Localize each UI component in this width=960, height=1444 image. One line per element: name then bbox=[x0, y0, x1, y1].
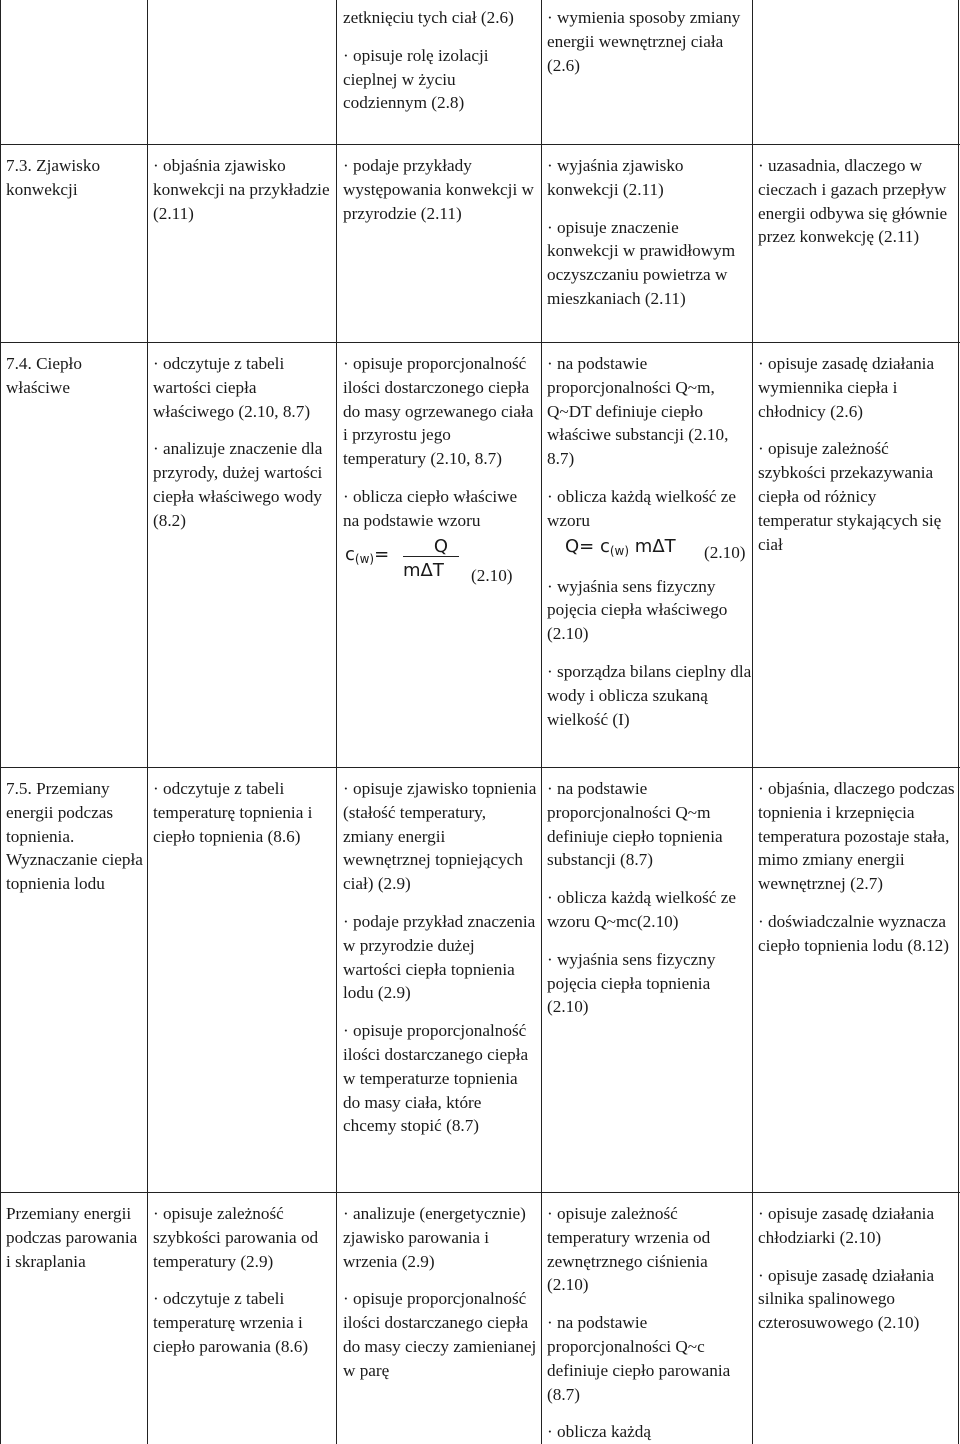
requirement-item: · opisuje proporcjonalność ilości dostarczonego ciepła do masy ogrzewanego ciała i przyrostu jego temperatury (2.10, 8.7) bbox=[343, 354, 534, 469]
requirement-item: · opisuje zasadę działania wymiennika ciepła i chłodnicy (2.6) bbox=[758, 354, 935, 421]
row-7-3-col3 bbox=[343, 154, 537, 225]
requirement-item: · oblicza ciepło właściwe na podstawie wzoru bbox=[343, 486, 518, 530]
row-7-5-col3 bbox=[343, 777, 537, 1138]
column-divider bbox=[147, 0, 148, 1444]
row-evap-col2 bbox=[153, 1202, 335, 1359]
requirement-item: · opisuje proporcjonalność ilości dostarczanego ciepła w temperaturze topnienia do masy ciała, które chcemy stopić (8.7) bbox=[343, 1021, 529, 1136]
requirement-item: · analizuje znaczenie dla przyrody, dużej wartości ciepła właściwego wody (8.2) bbox=[153, 439, 323, 530]
requirement-item: · wyjaśnia zjawisko konwekcji (2.11) bbox=[547, 156, 684, 199]
lesson-title-7-3: 7.3. Zjawisko konwekcji bbox=[6, 156, 101, 199]
requirement-item: · opisuje zależność temperatury wrzenia od zewnętrznego ciśnienia (2.10) bbox=[547, 1204, 711, 1295]
formula-reference: (2.10) bbox=[471, 565, 513, 585]
requirement-item: · na podstawie proporcjonalności Q~m, Q~DT definiuje ciepło właściwe substancji (2.10, 8.7) bbox=[547, 354, 729, 469]
table-border-left bbox=[0, 0, 1, 1444]
requirement-item: · objaśnia zjawisko konwekcji na przykładzie (2.11) bbox=[153, 156, 330, 223]
requirement-item: · analizuje (energetycznie) zjawisko parowania i wrzenia (2.9) bbox=[343, 1204, 526, 1271]
row-7-5-col4 bbox=[547, 777, 747, 1019]
requirement-item: · wyjaśnia sens fizyczny pojęcia ciepła topnienia (2.10) bbox=[547, 949, 716, 1017]
requirement-item: · doświadczalnie wyznacza ciepło topnienia lodu (8.12) bbox=[758, 911, 949, 955]
requirement-item: · podaje przykłady występowania konwekcji w przyrodzie (2.11) bbox=[343, 156, 534, 223]
requirement-item: · sporządza bilans cieplny dla wody i oblicza szukaną wielkość (I) bbox=[547, 661, 752, 729]
requirement-item: · oblicza każdą bbox=[547, 1422, 652, 1442]
requirement-item: · uzasadnia, dlaczego w cieczach i gazach przepływ energii odbywa się głównie przez konwekcję (2.11) bbox=[758, 156, 948, 247]
requirement-item: · na podstawie proporcjonalności Q~c definiuje ciepło parowania (8.7) bbox=[547, 1313, 731, 1404]
formula-lhs: c(w)= bbox=[345, 543, 390, 566]
row-7-3-col4 bbox=[547, 154, 747, 311]
row-7-4-col2 bbox=[153, 352, 333, 533]
row-evap-col3 bbox=[343, 1202, 537, 1383]
row-7-4-col4 bbox=[547, 352, 752, 731]
column-divider bbox=[336, 0, 337, 1444]
row-divider bbox=[0, 144, 960, 145]
column-divider bbox=[541, 0, 542, 1444]
formula-reference: (2.10) bbox=[704, 542, 746, 562]
row-evap-col4 bbox=[547, 1202, 751, 1444]
requirement-item: · wyjaśnia sens fizyczny pojęcia ciepła właściwego (2.10) bbox=[547, 576, 728, 644]
requirement-item: · oblicza każdą wielkość ze wzoru bbox=[547, 486, 736, 530]
requirement-item: · odczytuje z tabeli temperaturę topnienia i ciepło topnienia (8.6) bbox=[153, 779, 313, 846]
requirement-item: · opisuje zasadę działania silnika spalinowego czterosuwowego (2.10) bbox=[758, 1265, 935, 1333]
row-evap-col5 bbox=[758, 1202, 955, 1335]
requirement-item: · opisuje rolę izolacji cieplnej w życiu codziennym (2.8) bbox=[343, 45, 489, 113]
requirement-item: · wymienia sposoby zmiany energii wewnętrznej ciała (2.6) bbox=[547, 8, 741, 75]
requirement-item: · podaje przykład znaczenia w przyrodzie dużej wartości ciepła topnienia lodu (2.9) bbox=[343, 911, 536, 1003]
heat-formula: Q= c(w) mΔT (2.10) bbox=[547, 535, 747, 563]
requirement-item: · opisuje zależność szybkości parowania od temperatury (2.9) bbox=[153, 1204, 319, 1271]
row-cont-col3 bbox=[343, 6, 537, 115]
requirement-item: · odczytuje z tabeli wartości ciepła właściwego (2.10, 8.7) bbox=[153, 354, 311, 421]
formula-numerator: Q bbox=[433, 535, 449, 557]
requirement-item: · opisuje proporcjonalność ilości dostarczanego ciepła do masy cieczy zamienianej w parę bbox=[343, 1289, 537, 1380]
requirement-item: zetknięciu tych ciał (2.6) bbox=[343, 8, 514, 27]
column-divider bbox=[752, 0, 753, 1444]
requirement-item: · objaśnia, dlaczego podczas topnienia i krzepnięcia temperatura pozostaje stała, mimo zmiany energii wewnętrznej (2.7) bbox=[758, 779, 955, 894]
lesson-title-7-5: 7.5. Przemiany energii podczas topnienia. Wyznaczanie ciepła topnienia lodu bbox=[6, 779, 143, 894]
requirement-item: · opisuje zależność szybkości przekazywania ciepła od różnicy temperatur stykających się ciał bbox=[758, 439, 942, 554]
lesson-title-7-4: 7.4. Ciepło właściwe bbox=[6, 354, 82, 397]
row-7-4-col3 bbox=[343, 352, 537, 591]
requirement-item: · opisuje zasadę działania chłodziarki (2.10) bbox=[758, 1204, 935, 1247]
row-divider bbox=[0, 1192, 960, 1193]
row-divider bbox=[0, 767, 960, 768]
requirement-item: · opisuje zjawisko topnienia (stałość temperatury, zmiany energii wewnętrznej topniejących ciał) (2.9) bbox=[343, 779, 537, 894]
row-7-5-col5 bbox=[758, 777, 955, 958]
row-divider bbox=[0, 342, 960, 343]
lesson-title-evaporation: Przemiany energii podczas parowania i skraplania bbox=[6, 1204, 138, 1271]
row-7-3-col2 bbox=[153, 154, 333, 225]
formula-denominator: mΔT bbox=[403, 559, 444, 581]
row-cont-col4 bbox=[547, 6, 747, 77]
row-7-4-col5 bbox=[758, 352, 955, 556]
requirement-item: · oblicza każdą wielkość ze wzoru Q~mc(2.10) bbox=[547, 888, 736, 931]
row-7-3-col5 bbox=[758, 154, 955, 249]
requirement-item: · opisuje znaczenie konwekcji w prawidłowym oczyszczaniu powietrza w mieszkaniach (2.11) bbox=[547, 217, 736, 308]
requirement-item: · odczytuje z tabeli temperaturę wrzenia i ciepło parowania (8.6) bbox=[153, 1289, 309, 1356]
row-7-5-col2 bbox=[153, 777, 333, 848]
specific-heat-formula bbox=[343, 535, 533, 591]
requirement-item: · na podstawie proporcjonalności Q~m definiuje ciepło topnienia substancji (8.7) bbox=[547, 779, 723, 870]
table-border-right bbox=[958, 0, 959, 1444]
fraction-bar bbox=[403, 556, 459, 557]
